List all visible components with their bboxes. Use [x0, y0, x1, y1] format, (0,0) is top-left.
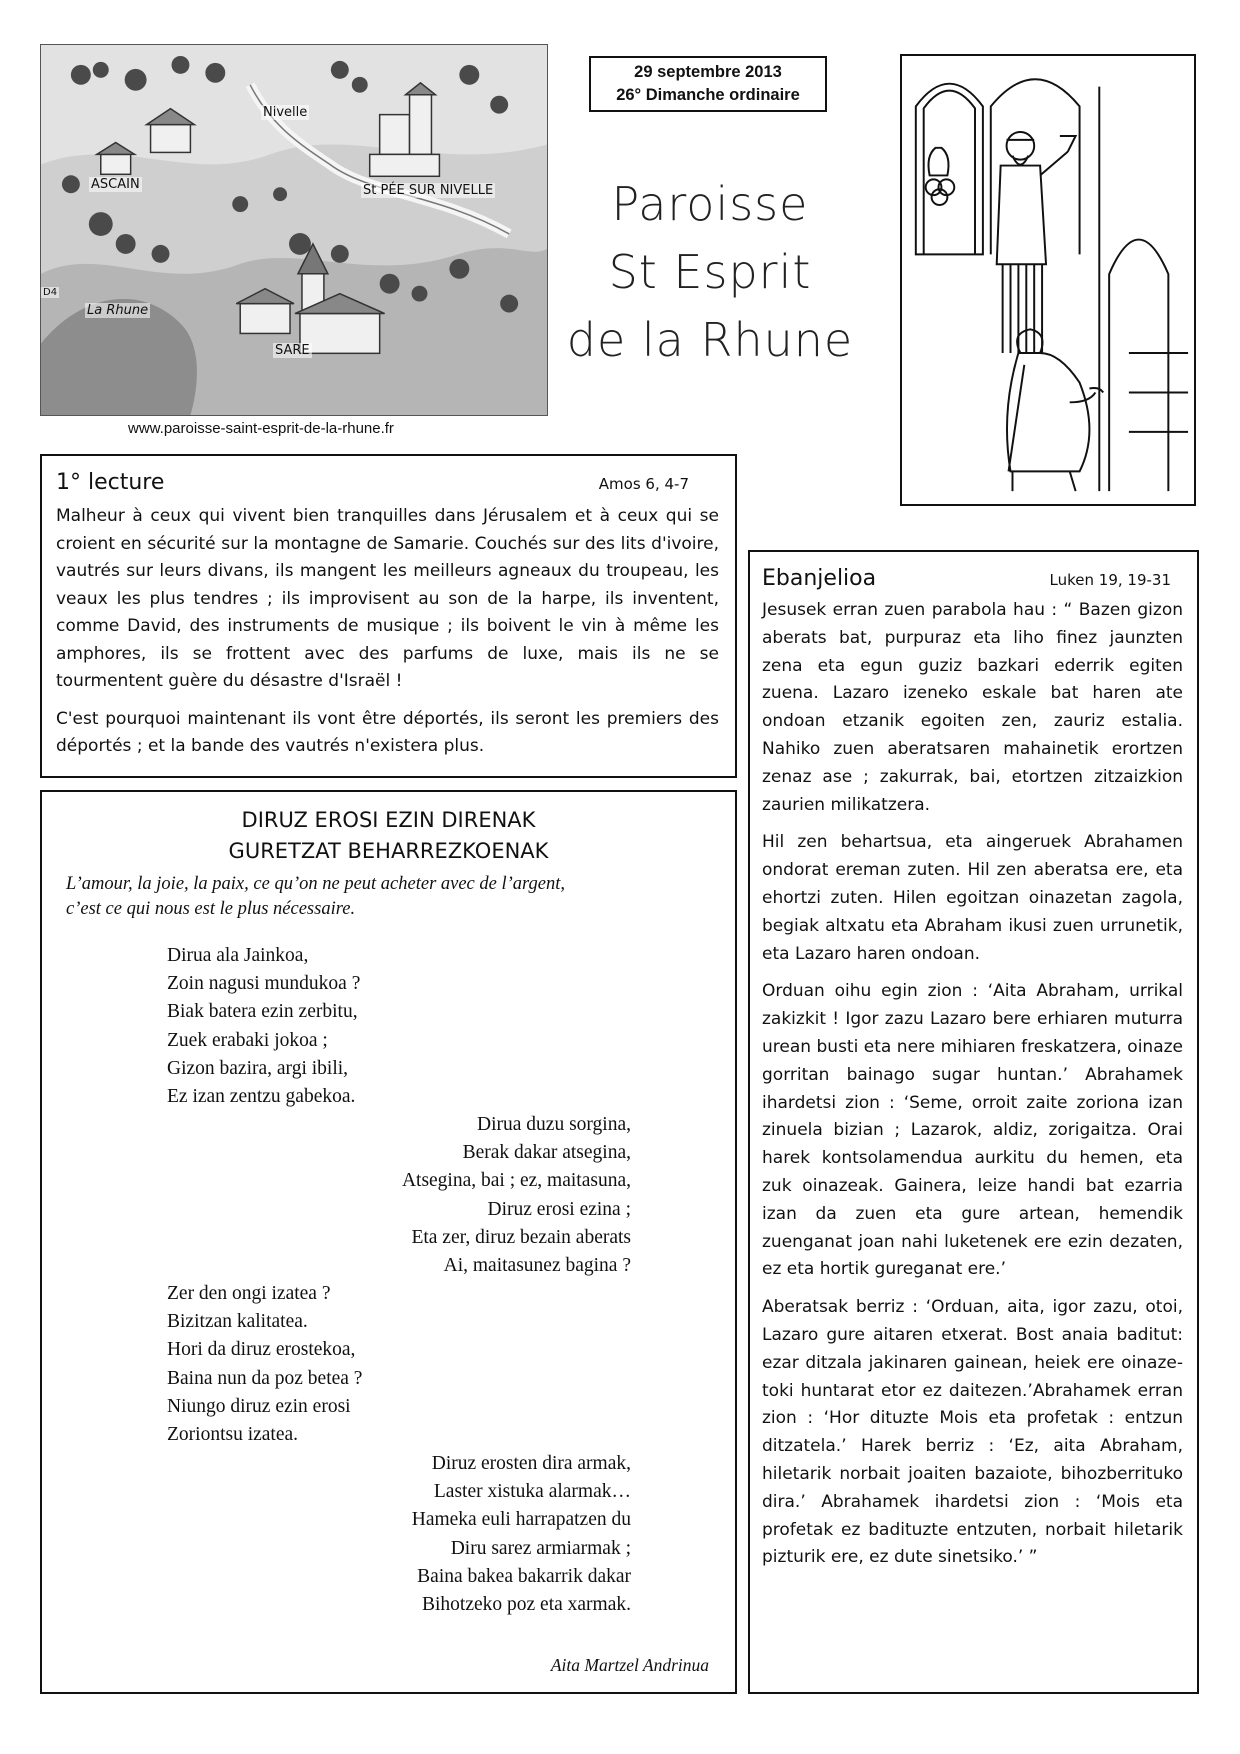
poem-line: Zoriontsu izatea. — [167, 1424, 299, 1446]
map-label-nivelle: Nivelle — [263, 105, 308, 120]
date-box — [589, 56, 827, 112]
poem-title-line2: GURETZAT BEHARREZKOENAK — [228, 839, 549, 863]
poem-line: Baina bakea bakarrik dakar — [417, 1565, 631, 1587]
poem-line: Baina nun da poz betea ? — [167, 1367, 363, 1389]
poem-line: Zer den ongi izatea ? — [167, 1283, 331, 1304]
poem-line: Ai, maitasunez bagina ? — [443, 1255, 631, 1277]
poem-author: Aita Martzel Andrinua — [550, 1655, 709, 1675]
poem-line: Bizitzan kalitatea. — [167, 1311, 308, 1333]
map-label-larhune: La Rhune — [87, 303, 149, 318]
poem-line: Hameka euli harrapatzen du — [411, 1509, 631, 1531]
website-url[interactable]: www.paroisse-saint-esprit-de-la-rhune.fr — [128, 420, 394, 437]
poem-stanza-2 — [402, 1111, 631, 1280]
map-label-d4: D4 — [43, 287, 58, 298]
gospel-section — [748, 550, 1199, 1694]
rich-man-lazarus-drawing — [902, 56, 1194, 504]
poem-intro-line: c’est ce qui nous est le plus nécessaire. — [66, 899, 356, 919]
village-map-image — [40, 44, 548, 416]
map-label-ascain: ASCAIN — [91, 177, 140, 192]
date-line: 29 septembre 2013 — [634, 63, 782, 81]
map-drawing — [41, 45, 547, 415]
poem-line: Biak batera ezin zerbitu, — [167, 1001, 358, 1023]
poem-line: Dirua duzu sorgina, — [477, 1114, 631, 1135]
first-reading-title: 1° lecture — [56, 470, 165, 495]
poem-line: Dirua ala Jainkoa, — [167, 945, 309, 966]
poem-line: Diruz erosten dira armak, — [431, 1453, 631, 1474]
poem-title-line1: DIRUZ EROSI EZIN DIRENAK — [241, 808, 536, 832]
poem-line: Ez izan zentzu gabekoa. — [167, 1086, 356, 1108]
first-reading-paragraph: C'est pourquoi maintenant ils vont être déportés, ils seront les premiers des déportés ; et la bande des vautrés n'existera plus. — [56, 708, 719, 756]
poem-intro-line: L’amour, la joie, la paix, ce qu’on ne peut acheter avec de l’argent, — [66, 874, 566, 894]
map-label-sare: SARE — [275, 343, 310, 358]
first-reading-paragraph: Malheur à ceux qui vivent bien tranquilles dans Jérusalem et à ceux qui se croient en sécurité sur la montagne de Samarie. Couchés sur des lits d'ivoire, vautrés sur leurs divans, ils mangent les meilleurs agneaux du troupeau, les veaux les plus tendres ; ils improvisent au son de la harpe, ils inventent, comme David, des instruments de musique ; ils boivent le vin à même les amphores, ils se frottent avec des parfums de luxe, mais ils ne se tourmentent guère du désastre d'Israël ! — [56, 506, 719, 691]
parish-title-line2: St Esprit — [608, 245, 812, 299]
poem-line: Bihotzeko poz eta xarmak. — [421, 1594, 631, 1616]
poem-section — [40, 790, 737, 1694]
parable-illustration — [900, 54, 1196, 506]
parish-title-line1: Paroisse — [611, 177, 809, 231]
gospel-paragraph: Orduan oihu egin zion : ‘Aita Abraham, urrikal zakizkit ! Igor zazu Lazaro bere erhiaren muturra urean busti eta nere mihiaren freskatzera, oinaze gorritan bainago sugar huntan.’ Abrahamek ihardetsi zion : ‘Seme, orroit zaite zoriona izan zinuela bizian ; Lazarok, aldiz, zorigaitza. Orai harek kontsolamendua aurkitu du hemen, eta zuk oinazeak. Gainera, leize handi bat ezarria izan da zuen eta gure artean, hemendik zuenganat joan nahi luketenek ere ezin dezaten, ez eta hortik gureganat ere.’ — [762, 981, 1183, 1280]
gospel-paragraph: Aberatsak berriz : ‘Orduan, aita, igor zazu, otoi, Lazaro gure aitaren etxerat. Bost anaia baditut: ezar ditzala jakinaren gainean, heiek ere oinaze-toki huntarat etor ez daitezen.’Abrahamek erran zion : ‘Hor dituzte Mois eta profetak : entzun ditzatela.’ Harek berriz : ‘Ez, aita Abraham, hiletarik norbait joaiten bazaiote, bihozberrituko dira.’ Abrahamek ihardetsi zion : ‘Mois eta profetak ez badituzte entzuten, norbait hiletarik pizturik ere, ez dute sinetsiko.’ ” — [762, 1297, 1183, 1568]
parish-title — [560, 170, 860, 374]
poem-stanza-3 — [167, 1280, 362, 1449]
liturgical-sunday-line: 26° Dimanche ordinaire — [616, 86, 800, 104]
poem-line: Zoin nagusi mundukoa ? — [167, 973, 361, 995]
poem-stanza-1 — [167, 942, 360, 1111]
poem-line: Gizon bazira, argi ibili, — [167, 1057, 349, 1079]
gospel-reference: Luken 19, 19-31 — [1049, 571, 1171, 589]
gospel-title: Ebanjelioa — [762, 566, 877, 591]
first-reading-section — [40, 454, 737, 778]
poem-intro — [66, 872, 721, 922]
poem-line: Diru sarez armiarmak ; — [450, 1537, 631, 1559]
poem-line: Atsegina, bai ; ez, maitasuna, — [401, 1170, 631, 1192]
gospel-paragraph: Jesusek erran zuen parabola hau : “ Bazen gizon aberats bat, purpuraz eta liho finez jaunzten zena eta egun guziz bazkari ederrik egiten zuena. Lazaro izeneko eskale bat haren ate ondoan etzanik egoiten zen, zauriz estalia. Nahiko zuen aberatsaren mahainetik erortzen zenaz ase ; zakurrak, bai, etortzen zitzaizkion zaurien milikatzera. — [762, 600, 1183, 815]
poem-line: Zuek erabaki jokoa ; — [167, 1029, 328, 1051]
poem-line: Hori da diruz erostekoa, — [167, 1339, 356, 1361]
poem-line: Berak dakar atsegina, — [462, 1142, 631, 1164]
gospel-paragraph: Hil zen behartsua, eta aingeruek Abrahamen ondorat ereman zuten. Hil zen aberatsa ere, eta ehortzi zuten. Hilen egoitzan oinazetan zagola, begiak altxatu eta Abraham ikusi zuen urrunetik, eta Lazaro haren ondoan. — [762, 832, 1183, 964]
poem-line: Eta zer, diruz bezain aberats — [411, 1226, 631, 1248]
parish-title-line3: de la Rhune — [566, 313, 854, 367]
first-reading-reference: Amos 6, 4-7 — [598, 475, 689, 493]
poem-line: Laster xistuka alarmak… — [433, 1481, 631, 1503]
map-label-stpee: St PÉE SUR NIVELLE — [363, 183, 494, 198]
poem-stanza-4 — [412, 1450, 631, 1619]
poem-line: Niungo diruz ezin erosi — [167, 1395, 351, 1417]
poem-line: Diruz erosi ezina ; — [487, 1198, 631, 1220]
